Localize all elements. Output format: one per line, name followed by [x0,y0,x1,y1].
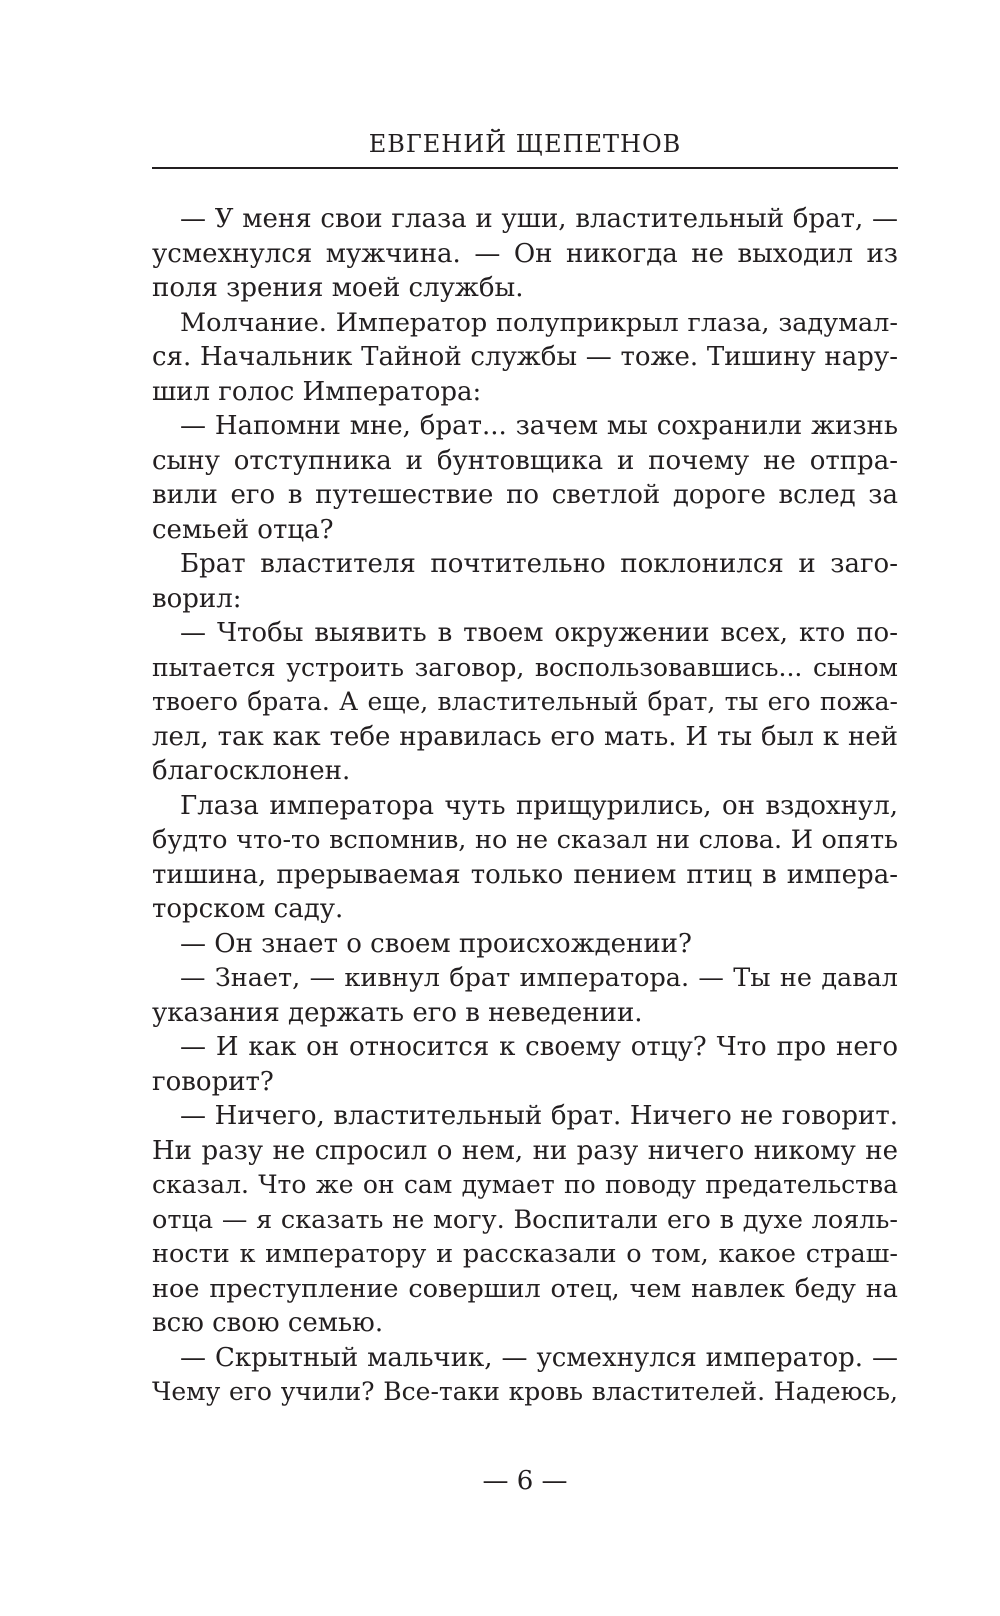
text-line: — Чтобы выявить в твоем окружении всех, кто по- [180,618,898,648]
body-text [152,202,898,1410]
text-line: говорит? [152,1066,274,1097]
text-line: благосклонен. [152,756,351,786]
text-line: Брат властителя почтительно поклонился и заго- [180,549,898,579]
text-line: ное преступление совершил отец, чем навлек беду на [152,1273,898,1304]
text-line: — Напомни мне, брат... зачем мы сохранили жизнь [180,411,898,441]
text-line: поля зрения моей службы. [152,273,524,303]
text-line: пытается устроить заговор, воспользовавшись... сыном [152,652,898,682]
text-line: сыну отступника и бунтовщика и почему не отпра- [152,445,898,476]
text-line: семьей отца? [152,514,334,545]
text-line: ся. Начальник Тайной службы — тоже. Тишину нару- [152,342,898,372]
text-line: Чему его учили? Все-таки кровь властителей. Надеюсь, [152,1377,898,1406]
text-line: ности к императору и рассказали о том, какое страш- [152,1239,898,1269]
text-line: твоего брата. А еще, властительный брат, ты его пожа- [152,687,898,716]
text-line: — Он знает о своем происхождении? [180,928,692,959]
text-line: торском саду. [152,894,344,924]
running-head: ЕВГЕНИЙ ЩЕПЕТНОВ [368,130,682,158]
text-line: сказал. Что же он сам думает по поводу предательства [152,1170,898,1199]
text-line: тишина, прерываемая только пением птиц в импера- [152,859,898,890]
text-line: Ни разу не спросил о нем, ни разу ничего никому не [152,1135,898,1166]
page-number: — 6 — [482,1466,568,1496]
text-line: будто что-то вспомнив, но не сказал ни слова. И опять [152,825,898,855]
text-line: — И как он относится к своему отцу? Что про него [180,1032,898,1062]
text-line: отца — я сказать не могу. Воспитали его в духе лояль- [152,1204,898,1235]
text-line: ворил: [152,583,242,614]
text-line: лел, так как тебе нравилась его мать. И ты был к ней [152,721,898,752]
text-line: — Знает, — кивнул брат императора. — Ты не давал [180,963,898,993]
text-line: Глаза императора чуть прищурились, он вздохнул, [180,790,898,821]
text-line: — Ничего, властительный брат. Ничего не говорит. [180,1101,898,1131]
text-line: вили его в путешествие по светлой дороге вслед за [152,480,898,510]
text-line: усмехнулся мужчина. — Он никогда не выходил из [152,238,898,269]
text-line: — Скрытный мальчик, — усмехнулся император. — [180,1342,898,1373]
text-line: указания держать его в неведении. [152,997,643,1028]
text-line: Молчание. Император полуприкрыл глаза, задумал- [180,307,898,338]
header-rule [152,167,898,169]
text-line: — У меня свои глаза и уши, властительный брат, — [180,204,898,234]
text-line: всю свою семью. [152,1308,384,1338]
text-line: шил голос Императора: [152,376,482,407]
